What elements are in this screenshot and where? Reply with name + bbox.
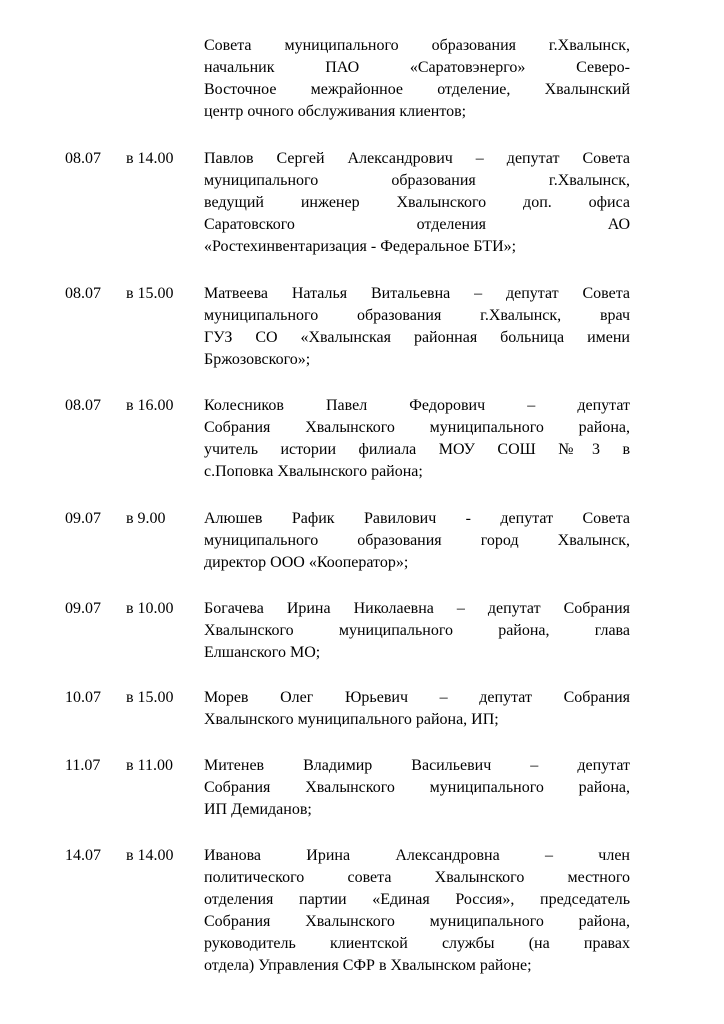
entry-description	[204, 35, 630, 123]
description-line: Собрания Хвалынского муниципального района,	[204, 779, 630, 796]
description-line: учитель истории филиала МОУ СОШ №3 в	[204, 441, 630, 458]
entry-date: 08.07	[65, 150, 101, 167]
description-line: муниципального образования г.Хвалынск, врач	[204, 307, 630, 324]
description-line: ИП Демиданов;	[204, 801, 312, 818]
entry-date: 08.07	[65, 285, 101, 302]
description-line: с.Поповка Хвалынского района;	[204, 463, 423, 480]
description-line: Бржозовского»;	[204, 351, 311, 368]
entry-description	[204, 598, 630, 664]
entry-description	[204, 395, 630, 483]
entry-time: в 15.00	[126, 689, 174, 706]
description-line: Саратовского отделения АО	[204, 216, 630, 233]
entry-time: в 9.00	[126, 510, 166, 527]
description-line: муниципального образования город Хвалынск,	[204, 532, 630, 549]
entry-date: 11.07	[65, 757, 101, 774]
entry-time: в 16.00	[126, 397, 174, 414]
description-line: Совета муниципального образования г.Хвалынск,	[204, 37, 630, 54]
description-line: ведущий инженер Хвалынского доп. офиса	[204, 194, 630, 211]
entry-date: 14.07	[65, 847, 101, 864]
entry-description	[204, 283, 630, 371]
entry-description	[204, 148, 630, 258]
description-line: Митенев Владимир Васильевич – депутат	[204, 757, 630, 774]
description-line: Хвалынского муниципального района, глава	[204, 622, 630, 639]
description-line: Восточное межрайонное отделение, Хвалынский	[204, 81, 630, 98]
description-line: Морев Олег Юрьевич – депутат Собрания	[204, 689, 630, 706]
description-line: директор ООО «Кооператор»;	[204, 554, 409, 571]
description-line: муниципального образования г.Хвалынск,	[204, 172, 630, 189]
entry-time: в 10.00	[126, 600, 174, 617]
description-line: Матвеева Наталья Витальевна – депутат Совета	[204, 285, 630, 302]
entry-time: в 11.00	[126, 757, 173, 774]
description-line: ГУЗ СО «Хвалынская районная больница имени	[204, 329, 630, 346]
entry-time: в 14.00	[126, 150, 174, 167]
description-line: отделения партии «Единая Россия», председатель	[204, 891, 630, 908]
description-line: Павлов Сергей Александрович – депутат Совета	[204, 150, 630, 167]
description-line: руководитель клиентской службы (на правах	[204, 935, 630, 952]
entry-time: в 15.00	[126, 285, 174, 302]
entry-description	[204, 508, 630, 574]
entry-date: 09.07	[65, 600, 101, 617]
description-line: Алюшев Рафик Равилович - депутат Совета	[204, 510, 630, 527]
entry-time: в 14.00	[126, 847, 174, 864]
description-line: Богачева Ирина Николаевна – депутат Собрания	[204, 600, 630, 617]
description-line: Иванова Ирина Александровна – член	[204, 847, 630, 864]
entry-date: 10.07	[65, 689, 101, 706]
description-line: Хвалынского муниципального района, ИП;	[204, 711, 499, 728]
description-line: Елшанского МО;	[204, 644, 321, 661]
description-line: «Ростехинвентаризация - Федеральное БТИ»;	[204, 238, 517, 255]
entry-description	[204, 845, 630, 977]
description-line: отдела) Управления СФР в Хвалынском районе;	[204, 957, 532, 974]
entry-date: 08.07	[65, 397, 101, 414]
description-line: начальник ПАО «Саратовэнерго» Северо-	[204, 59, 630, 76]
description-line: Собрания Хвалынского муниципального района,	[204, 913, 630, 930]
entry-description	[204, 755, 630, 821]
entry-description	[204, 687, 630, 731]
entry-date: 09.07	[65, 510, 101, 527]
description-line: Колесников Павел Федорович – депутат	[204, 397, 630, 414]
description-line: центр очного обслуживания клиентов;	[204, 103, 467, 120]
description-line: политического совета Хвалынского местного	[204, 869, 630, 886]
description-line: Собрания Хвалынского муниципального района,	[204, 419, 630, 436]
